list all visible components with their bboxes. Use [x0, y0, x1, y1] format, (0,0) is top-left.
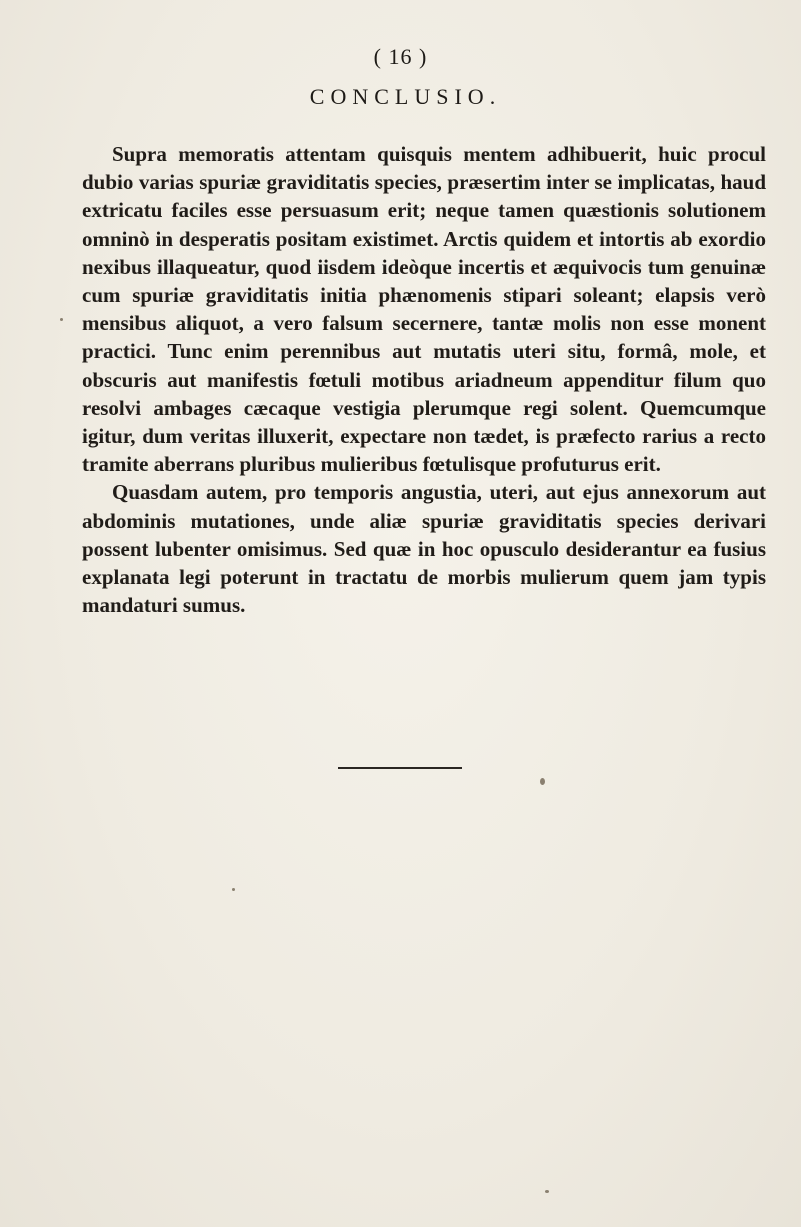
paragraph-1: Supra memoratis attentam quisquis mentem adhibuerit, huic procul dubio varias spuriæ graviditatis species, præsertim inter se implicatas, haud extricatu faciles esse persuasum erit; neque tamen quæstionis solutionem omninò in desperatis positam existimet. Arctis quidem et intortis ab exordio nexibus illaqueatur, quod iisdem ideòque incertis et æquivocis tum genuinæ cum spuriæ graviditatis initia phænomenis stipari soleant; elapsis verò mensibus aliquot, a vero falsum secernere, tantæ molis non esse monent practici. Tunc enim perennibus aut mutatis uteri situ, formâ, mole, et obscuris aut manifestis fœtuli motibus ariadneum appenditur filum quo resolvi ambages cæcaque vestigia plerumque regi solent. Quemcumque igitur, dum veritas illuxerit, expectare non tædet, is præfecto rarius a recto tramite aberrans pluribus mulieribus fœtulisque profuturus erit. [82, 142, 766, 477]
paper-speck [540, 778, 545, 785]
paper-speck [545, 1190, 549, 1193]
closing-rule [338, 767, 462, 769]
paper-speck [232, 888, 235, 891]
body-text [82, 140, 766, 619]
paragraph-2: Quasdam autem, pro temporis angustia, uteri, aut ejus annexorum aut abdominis mutationes, unde aliæ spuriæ graviditatis species derivari possent lubenter omisimus. Sed quæ in hoc opusculo desiderantur ea fusius explanata legi poterunt in tractatu de morbis mulierum quem jam typis mandaturi sumus. [82, 480, 766, 618]
page-number: ( 16 ) [373, 44, 428, 69]
section-heading: CONCLUSIO. [309, 84, 502, 109]
paper-speck [60, 318, 63, 321]
